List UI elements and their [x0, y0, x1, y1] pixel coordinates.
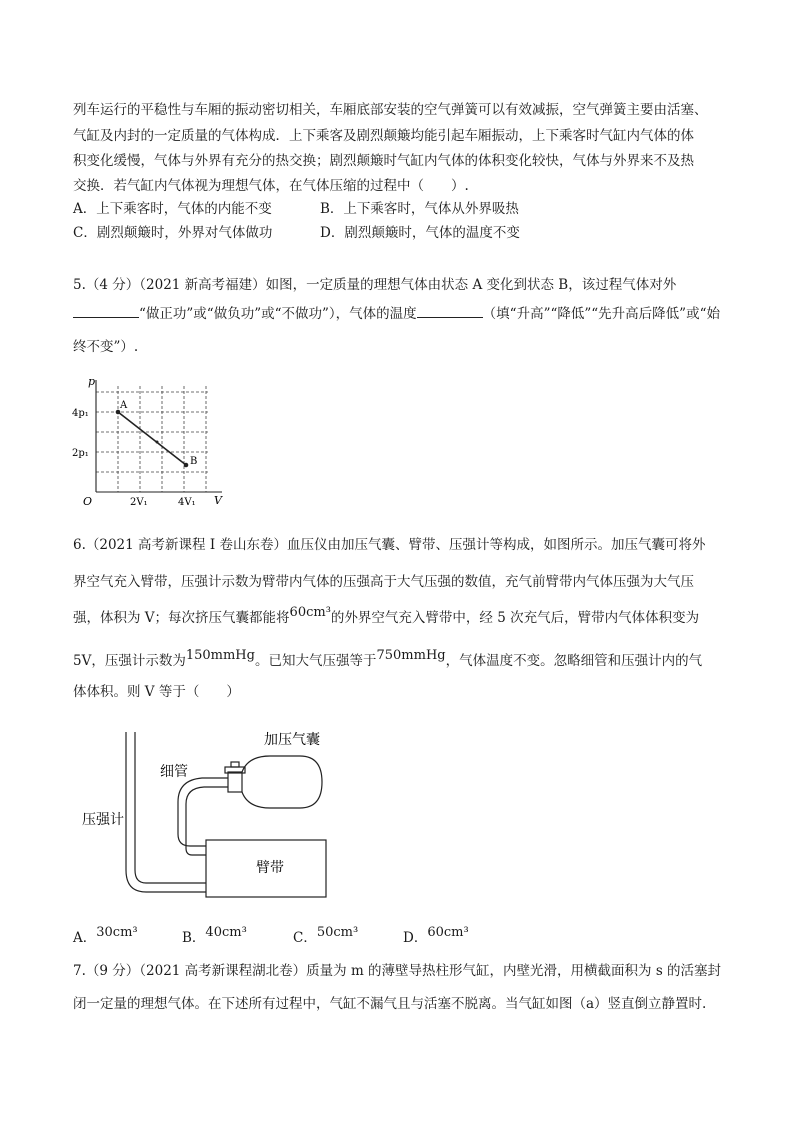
q6-line-1: 6.（2021 高考新课程 I 卷山东卷）血压仪由加压气囊、臂带、压强计等构成，如图所示。加压气囊可将外	[73, 537, 706, 553]
q5-line-2a: “做正功”或“做负功”或“不做功”），气体的温度	[139, 306, 417, 322]
point-a-label: A	[120, 400, 128, 411]
y-tick-2p1: 2p₁	[72, 448, 89, 459]
x-tick-4v1: 4V₁	[178, 497, 196, 508]
q6-option-b[interactable]: B．40cm³	[182, 925, 247, 946]
q4-line-3: 积变化缓慢，气体与外界有充分的热交换；剧烈颠簸时气缸内气体的体积变化较快，气体与外界来不及热	[73, 153, 694, 169]
bulb-label: 加压气囊	[264, 732, 320, 748]
q6-line-4: 5V，压强计示数为150mmHg。已知大气压强等于750mmHg，气体温度不变。忽略细管和压强计内的气	[73, 648, 703, 669]
y-axis-label: p	[88, 375, 96, 388]
unit-60cm3: 60cm³	[289, 605, 331, 620]
q6-option-a[interactable]: A．30cm³	[73, 925, 138, 946]
q5-line-2	[73, 305, 720, 323]
q5-line-1: 5.（4 分）（2021 新高考福建）如图，一定质量的理想气体由状态 A 变化到状态 B，该过程气体对外	[73, 277, 677, 293]
q6-option-c[interactable]: C．50cm³	[293, 925, 359, 946]
q5-line-2b: （填“升高”“降低”“先升高后降低”或“始	[482, 306, 720, 322]
process-line	[118, 412, 186, 465]
q5-answer-blank-1[interactable]	[73, 305, 139, 318]
origin-label: O	[83, 495, 93, 508]
q4-option-d[interactable]: D．剧烈颠簸时，气体的温度不变	[320, 225, 520, 241]
q4-option-b[interactable]: B．上下乘客时，气体从外界吸热	[320, 201, 519, 217]
point-b-marker	[184, 463, 189, 468]
q7-line-1: 7.（9 分）（2021 高考新课程湖北卷）质量为 m 的薄壁导热柱形气缸，内壁光滑，用横截面积为 s 的活塞封	[73, 963, 722, 979]
q6-line-3: 强，体积为 V；每次挤压气囊都能将60cm³的外界空气充入臂带中，经 5 次充气后，臂带内气体体积变为	[73, 605, 700, 626]
x-axis-label: V	[214, 494, 222, 507]
unit-750mmhg: 750mmHg	[376, 648, 446, 663]
gauge-label: 压强计	[82, 812, 124, 828]
y-tick-4p1: 4p₁	[72, 408, 89, 419]
q6-option-d[interactable]: D．60cm³	[403, 925, 469, 946]
q5-line-3: 终不变”）.	[73, 339, 139, 355]
q6-line-5: 体体积。则 V 等于（ ）	[73, 684, 240, 700]
point-b-label: B	[190, 456, 198, 467]
q4-line-1: 列车运行的平稳性与车厢的振动密切相关，车厢底部安装的空气弹簧可以有效减振，空气弹簧主要由活塞、	[73, 102, 708, 118]
unit-150mmhg: 150mmHg	[185, 648, 255, 663]
q4-line-2: 气缸及内封的一定质量的气体构成．上下乘客及剧烈颠簸均能引起车厢振动，上下乘客时气缸内气体的体	[73, 128, 694, 144]
bp-apparatus-diagram	[78, 720, 338, 902]
x-tick-2v1: 2V₁	[130, 497, 148, 508]
q4-line-4: 交换．若气缸内气体视为理想气体，在气体压缩的过程中（ ）.	[73, 178, 469, 194]
q7-line-2: 闭一定量的理想气体。在下述所有过程中，气缸不漏气且与活塞不脱离。当气缸如图（a）竖直倒立静置时.	[73, 996, 707, 1012]
q6-line-2: 界空气充入臂带，压强计示数为臂带内气体的压强高于大气压强的数值，充气前臂带内气体压强为大气压	[73, 574, 694, 590]
cuff-label: 臂带	[256, 860, 284, 876]
pv-graph	[72, 372, 232, 508]
q4-option-a[interactable]: A．上下乘客时，气体的内能不变	[73, 201, 272, 217]
q5-answer-blank-2[interactable]	[417, 305, 483, 318]
tube-label: 细管	[160, 764, 188, 780]
q4-option-c[interactable]: C．剧烈颠簸时，外界对气体做功	[73, 225, 273, 241]
